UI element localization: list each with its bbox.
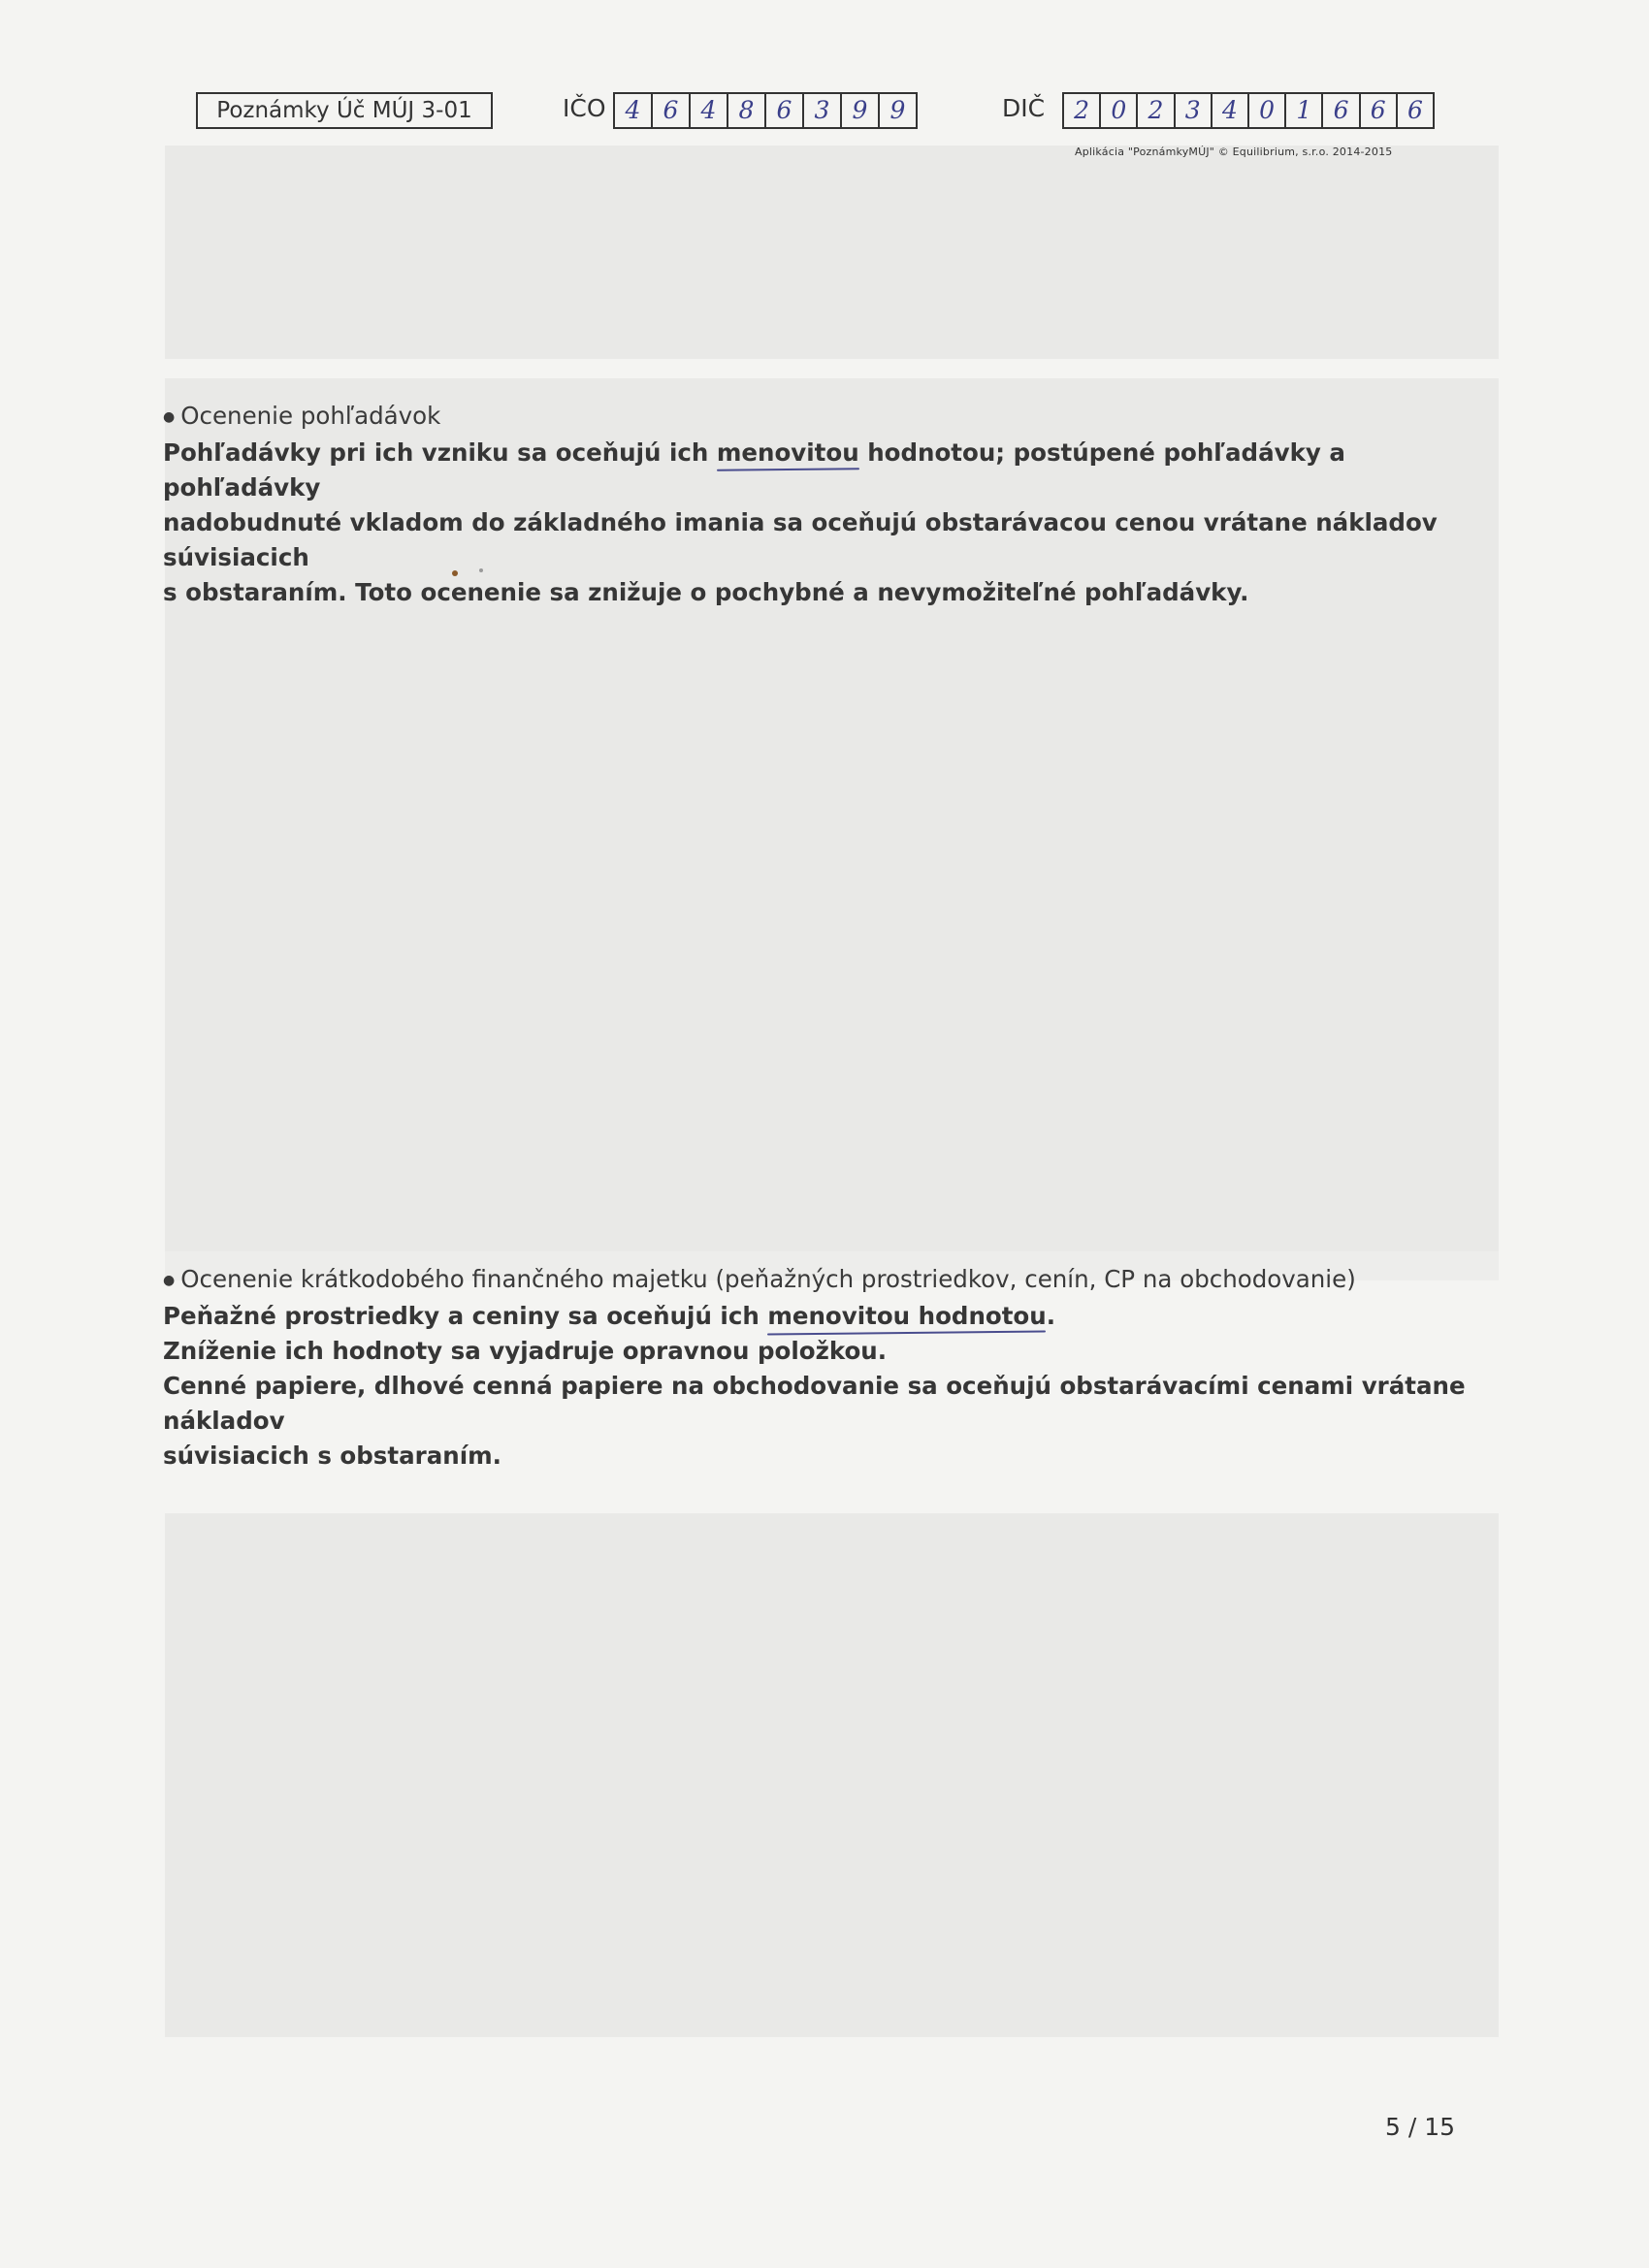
paragraph-line: nadobudnuté vkladom do základného imania sa oceňujú obstarávacou cenou vrátane nákladov súvisiacich [163, 508, 1438, 571]
page-number: 5 / 15 [1385, 2113, 1456, 2141]
dic-digit: 2 [1064, 94, 1101, 127]
line-text: Peňažné prostriedky a ceniny sa oceňujú ich [163, 1302, 768, 1330]
line-text: Pohľadávky pri ich vzniku sa oceňujú ich [163, 438, 717, 467]
form-label: Poznámky Úč MÚJ 3-01 [196, 92, 493, 129]
paragraph-line: súvisiacich s obstaraním. [163, 1442, 501, 1470]
dic-digit: 6 [1323, 94, 1360, 127]
line-text: hodnotou; postúpené pohľadávky a pohľadávky [163, 438, 1345, 502]
scan-shading [165, 1513, 1499, 2037]
scan-shading [165, 146, 1499, 359]
dic-digit: 1 [1286, 94, 1323, 127]
dic-digit: 2 [1138, 94, 1175, 127]
ico-digit: 9 [889, 96, 906, 124]
ico-digit: 6 [766, 94, 804, 127]
app-credit: Aplikácia "PoznámkyMÚJ" © Equilibrium, s.r.o. 2014-2015 [1075, 146, 1393, 158]
dic-digit-boxes [1062, 92, 1435, 129]
ico-digit: 3 [804, 94, 842, 127]
line-text: . [1046, 1302, 1056, 1330]
section-heading [163, 1261, 1468, 1299]
bullet-icon: ● [163, 1273, 176, 1288]
section-heading-text: Ocenenie pohľadávok [180, 402, 441, 430]
ico-digit: 6 [653, 94, 691, 127]
ico-digit: 9 [842, 94, 880, 127]
ico-digit: 4 [615, 94, 653, 127]
dic-digit: 6 [1406, 96, 1423, 124]
paragraph-line: Cenné papiere, dlhové cenná papiere na obchodovanie sa oceňujú obstarávacími cenami vrátane nákladov [163, 1372, 1466, 1435]
dic-digit: 6 [1361, 94, 1398, 127]
paragraph-line [163, 1299, 1468, 1334]
paragraph-line: s obstaraním. Toto ocenenie sa znižuje o pochybné a nevymožiteľné pohľadávky. [163, 578, 1249, 606]
paragraph-line: Zníženie ich hodnoty sa vyjadruje opravnou položkou. [163, 1337, 888, 1365]
section-heading-text: Ocenenie krátkodobého finančného majetku (peňažných prostriedkov, cenín, CP na obchodovanie) [180, 1265, 1356, 1293]
dic-label: DIČ [1002, 94, 1046, 122]
ico-digit: 8 [728, 94, 766, 127]
section-receivables [163, 398, 1468, 610]
dic-digit: 0 [1249, 94, 1286, 127]
dic-digit: 3 [1176, 94, 1212, 127]
ico-digit-boxes [613, 92, 918, 129]
scan-speck [479, 568, 483, 572]
paragraph-line [163, 436, 1468, 505]
handwritten-underline: menovitou [716, 438, 859, 467]
section-heading [163, 398, 1468, 436]
ico-label: IČO [563, 94, 606, 122]
bullet-icon: ● [163, 409, 176, 425]
dic-digit: 0 [1101, 94, 1138, 127]
section-short-term-financial-assets [163, 1261, 1468, 1474]
handwritten-underline: menovitou hodnotou [767, 1302, 1047, 1330]
scan-speck [452, 570, 458, 576]
dic-digit: 4 [1212, 94, 1249, 127]
ico-digit: 4 [691, 94, 728, 127]
